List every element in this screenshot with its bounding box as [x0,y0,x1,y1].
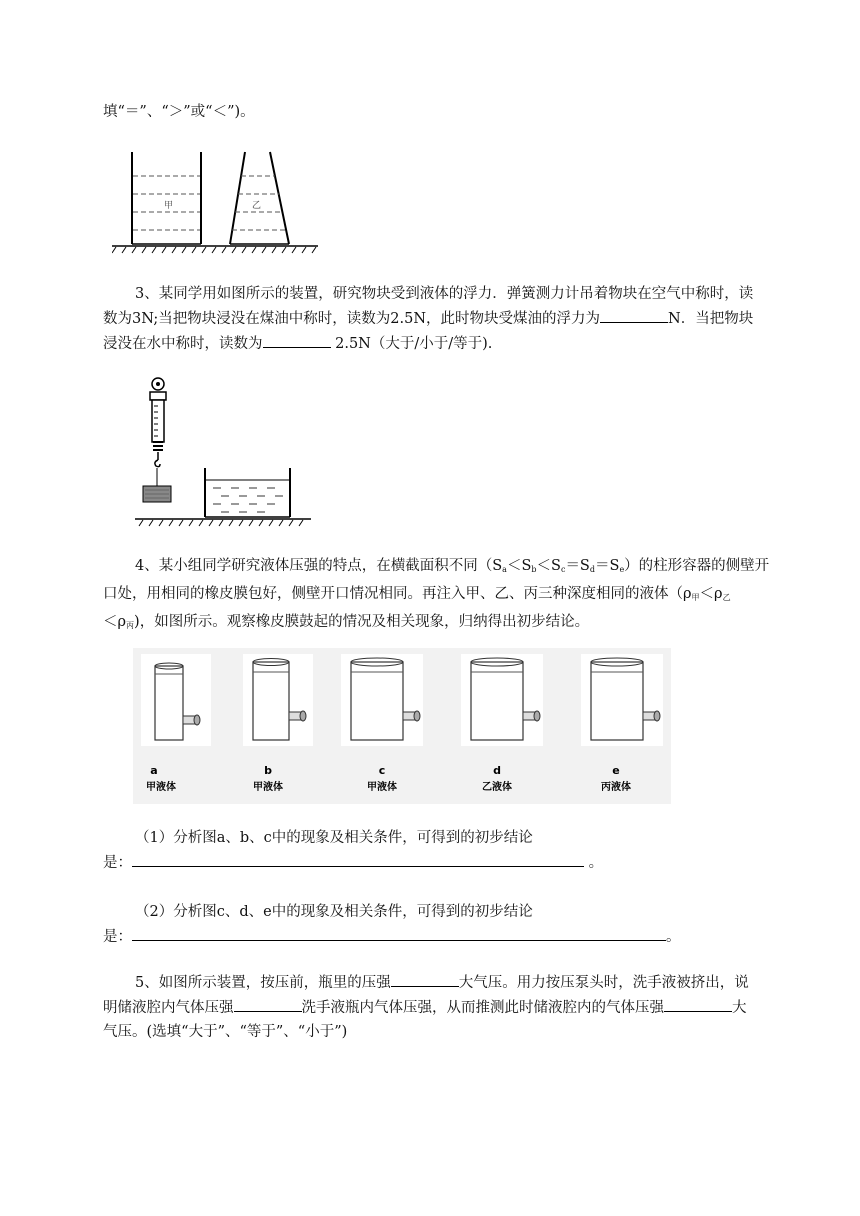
container-a [141,654,211,746]
container-liquid-d: 乙液体 [482,782,512,793]
label-jia: 甲 [164,201,174,211]
figure-five-containers [133,648,671,804]
blank-bottle-pressure[interactable] [391,970,459,987]
container-liquid-a: 甲液体 [146,782,176,793]
question-4-part-2: （2）分析图c、d、e中的现象及相关条件，可得到的初步结论 是： 。 [103,904,681,945]
container-letter-d: d [493,764,501,777]
container-liquid-b: 甲液体 [253,782,283,793]
blank-buoyancy[interactable] [600,306,668,323]
container-e [581,654,663,746]
container-b [243,654,313,746]
container-letter-c: c [378,764,386,777]
blank-chamber-vs-bottle[interactable] [234,995,302,1012]
blank-water-reading[interactable] [263,331,331,348]
container-letter-a: a [150,764,158,777]
question-3: 3、某同学用如图所示的装置，研究物块受到液体的浮力．弹簧测力计吊着物块在空气中称时，读 数为3N;当把物块浸没在煤油中称时，读数为2.5N，此时物块受煤油的浮力为 N．当把物块 浸没在水中称时，读数为 2.5N（大于/小于/等于). [103,286,754,352]
container-liquid-e: 丙液体 [601,782,631,793]
question-4: 4、某小组同学研究液体压强的特点，在横截面积不同$(S_a<S_b<S_c=S_d=S_e)$的柱形容器的侧壁开 口处，用相同的橡皮膜包好，侧壁开口情况相同。再注入甲、乙、丙三种深度相同的液体（$\rho_甲<\rho_乙$ $<\rho_丙$)，如图所示。观察橡皮膜鼓起的情况及相关现象，归纳得出初步结论。 [103,558,770,630]
top-instruction: 填“＝”、“＞”或“＜”)。 [103,104,255,120]
container-d [461,654,543,746]
blank-chamber-vs-atmosphere[interactable] [664,995,732,1012]
container-letter-e: e [612,764,620,777]
container-liquid-c: 甲液体 [367,782,397,793]
figure-spring-scale-tank [135,376,315,528]
blank-conclusion-2[interactable] [132,924,666,941]
figure-containers-jia-yi [112,150,322,254]
blank-conclusion-1[interactable] [132,850,584,867]
label-yi: 乙 [252,201,262,211]
container-letter-b: b [264,764,272,777]
question-4-part-1: （1）分析图a、b、c中的现象及相关条件，可得到的初步结论 是： 。 [103,830,604,871]
question-5: 5、如图所示装置，按压前，瓶里的压强 大气压。用力按压泵头时，洗手液被挤出，说 明储液腔内气体压强 洗手液瓶内气体压强，从而推测此时储液腔内的气体压强 大 气压。(选填“大于”、“等于”、“小于”) [103,970,803,1044]
container-c [341,654,423,746]
